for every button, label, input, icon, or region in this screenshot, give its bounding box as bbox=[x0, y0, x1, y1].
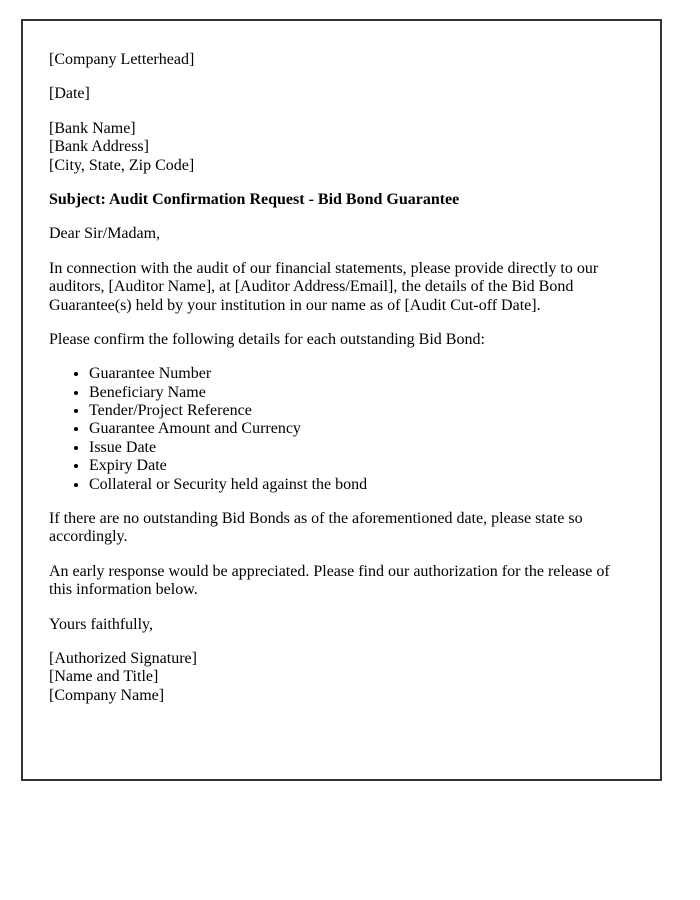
authorized-signature: [Authorized Signature] bbox=[49, 649, 197, 667]
bank-address: [Bank Address] bbox=[49, 138, 149, 156]
bid-bond-details-list bbox=[49, 365, 634, 494]
letter-date: [Date] bbox=[49, 85, 90, 103]
name-and-title: [Name and Title] bbox=[49, 668, 159, 686]
company-letterhead: [Company Letterhead] bbox=[49, 51, 195, 68]
signature-block bbox=[49, 650, 634, 705]
list-item: • Guarantee Number bbox=[89, 365, 634, 383]
letter-page bbox=[21, 19, 662, 781]
bank-name: [Bank Name] bbox=[49, 119, 136, 137]
company-name: [Company Name] bbox=[49, 686, 165, 704]
list-item: • Beneficiary Name bbox=[89, 384, 634, 402]
recipient-address-block bbox=[49, 120, 634, 175]
subject-line: Subject: Audit Confirmation Request - Bid Bond Guarantee bbox=[49, 190, 460, 208]
list-item: • Collateral or Security held against the bond bbox=[89, 476, 634, 494]
list-item: • Expiry Date bbox=[89, 457, 634, 475]
list-item: • Tender/Project Reference bbox=[89, 402, 634, 420]
paragraph-intro: In connection with the audit of our financial statements, please provide directly to our auditors, [Auditor Name], at [Auditor Address/Email], the details of the Bid Bond Guarantee(s) held by your institution in our name as of [Audit Cut-off Date]. bbox=[49, 259, 599, 314]
paragraph-confirm-request: Please confirm the following details for each outstanding Bid Bond: bbox=[49, 330, 485, 348]
paragraph-no-outstanding: If there are no outstanding Bid Bonds as of the aforementioned date, please state so accordingly. bbox=[49, 510, 583, 546]
list-item: • Guarantee Amount and Currency bbox=[89, 420, 634, 438]
closing: Yours faithfully, bbox=[49, 615, 154, 633]
paragraph-early-response: An early response would be appreciated. Please find our authorization for the release of this information below. bbox=[49, 562, 610, 599]
city-state-zip: [City, State, Zip Code] bbox=[49, 156, 195, 174]
list-item: • Issue Date bbox=[89, 439, 634, 457]
salutation: Dear Sir/Madam, bbox=[49, 225, 161, 243]
